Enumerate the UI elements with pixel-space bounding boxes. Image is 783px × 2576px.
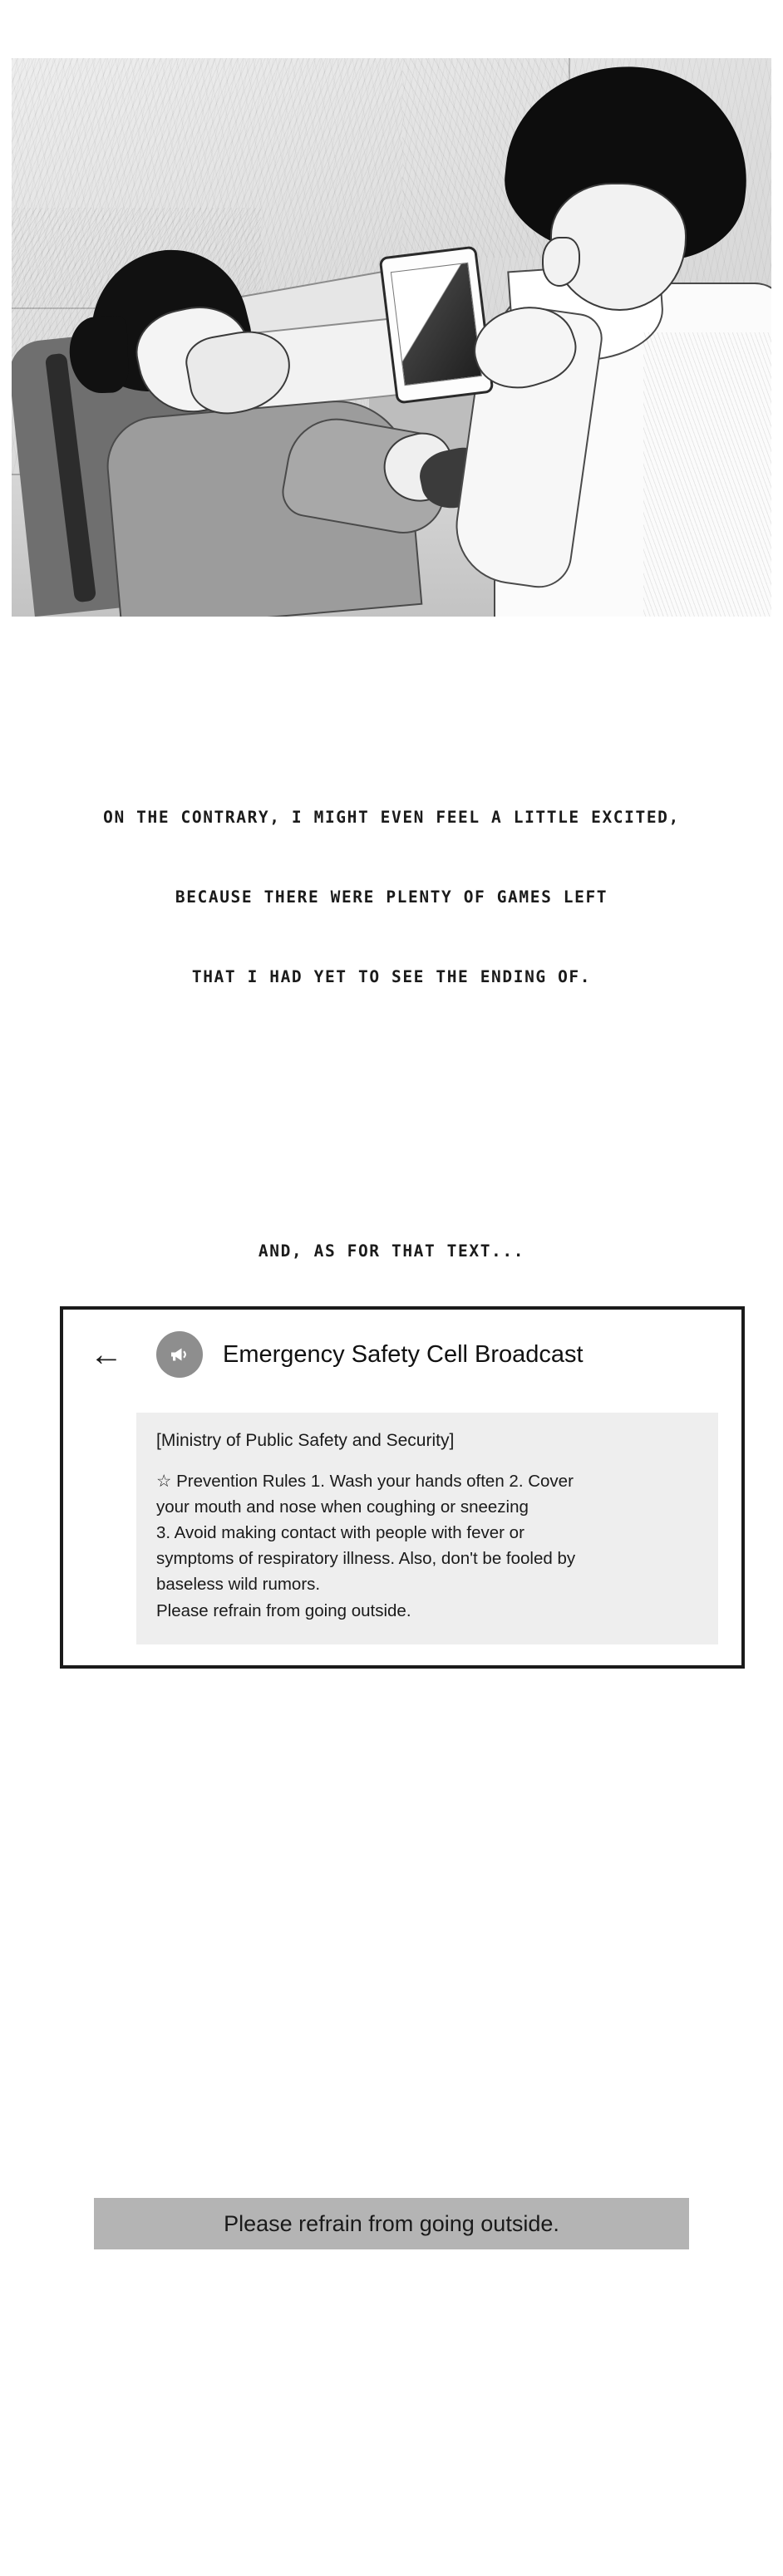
narration-line-4: AND, AS FOR THAT TEXT...	[258, 1241, 525, 1261]
broadcast-body-line: symptoms of respiratory illness. Also, don't be fooled by	[156, 1549, 576, 1569]
broadcast-organization: [Ministry of Public Safety and Security]	[156, 1431, 455, 1450]
comic-panel	[12, 58, 771, 617]
back-arrow-icon[interactable]: ←	[90, 1336, 123, 1373]
broadcast-body-line: 3. Avoid making contact with people with fever or	[156, 1523, 524, 1543]
cell-broadcast-card	[60, 1306, 745, 1669]
bottom-banner-text: Please refrain from going outside.	[224, 2210, 559, 2236]
broadcast-body-line: baseless wild rumors.	[156, 1575, 321, 1595]
cell-broadcast-body	[136, 1413, 718, 1644]
bottom-banner	[94, 2198, 689, 2249]
cell-broadcast-title: Emergency Safety Cell Broadcast	[223, 1340, 584, 1368]
broadcast-body-line: your mouth and nose when coughing or sneezing	[156, 1497, 529, 1517]
hatching-shade-right	[643, 332, 771, 617]
broadcast-body-line: ☆ Prevention Rules 1. Wash your hands often 2. Cover	[156, 1472, 574, 1491]
smartphone-screen	[391, 263, 482, 386]
narration-line-3: THAT I HAD YET TO SEE THE ENDING OF.	[191, 967, 592, 986]
cell-broadcast-header	[63, 1310, 741, 1399]
megaphone-icon	[156, 1331, 203, 1378]
narration-line-1: ON THE CONTRARY, I MIGHT EVEN FEEL A LITTLE EXCITED,	[103, 808, 680, 827]
broadcast-body-line: Please refrain from going outside.	[156, 1600, 411, 1620]
narration-line-2: BECAUSE THERE WERE PLENTY OF GAMES LEFT	[175, 887, 608, 907]
smartphone	[379, 245, 495, 404]
